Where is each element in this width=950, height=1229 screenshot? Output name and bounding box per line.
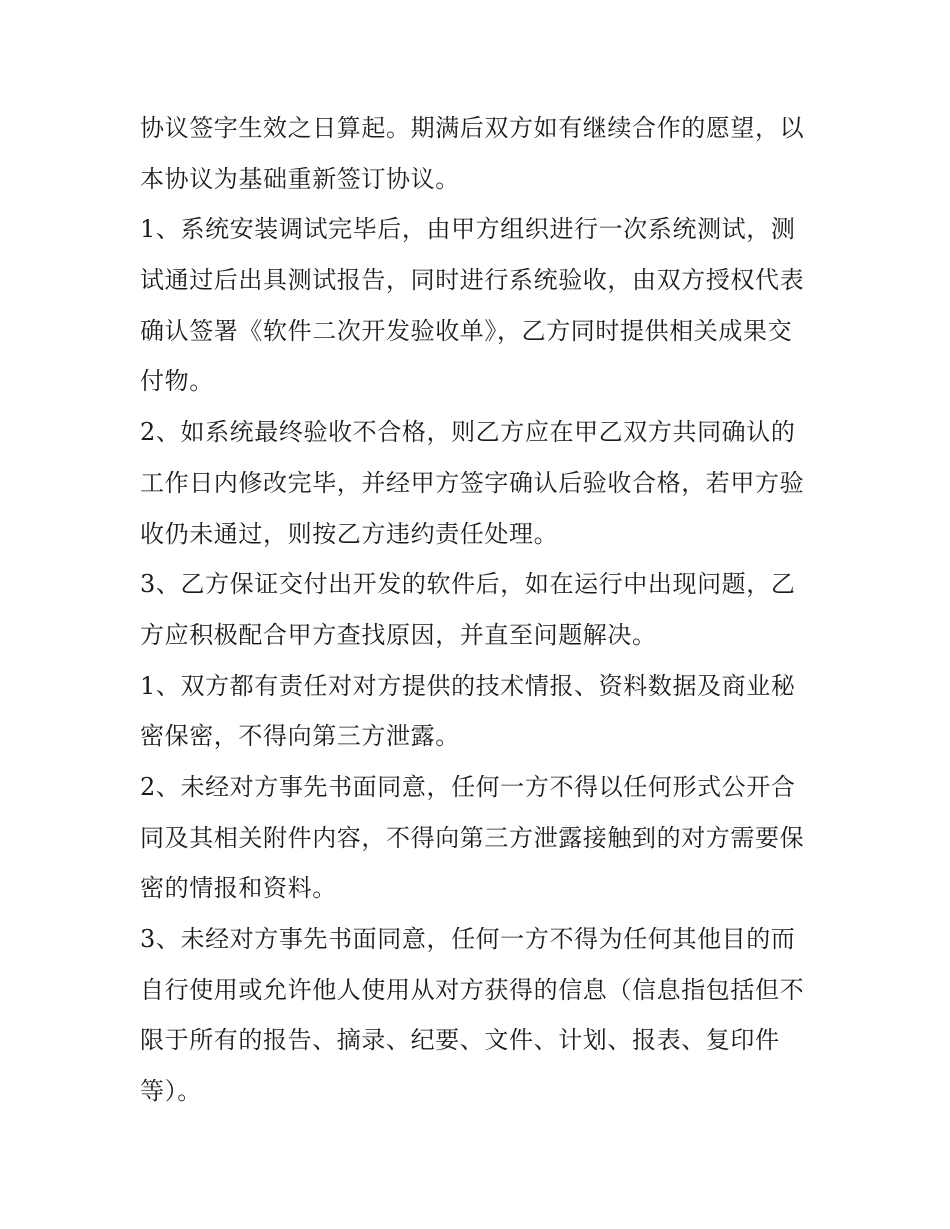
text-line: 收仍未通过，则按乙方违约责任处理。 (140, 519, 559, 548)
text-line: 本协议为基础重新签订协议。 (140, 164, 460, 193)
text-line: 1、双方都有责任对对方提供的技术情报、资料数据及商业秘 (140, 671, 796, 700)
text-line: 工作日内修改完毕，并经甲方签字确认后验收合格，若甲方验 (140, 468, 805, 497)
text-line: 3、乙方保证交付出开发的软件后，如在运行中出现问题，乙 (140, 570, 796, 599)
text-line: 3、未经对方事先书面同意，任何一方不得为任何其他目的而 (140, 925, 796, 953)
text-line: 试通过后出具测试报告，同时进行系统验收，由双方授权代表 (140, 266, 805, 295)
text-line: 密保密，不得向第三方泄露。 (140, 722, 460, 751)
text-line: 密的情报和资料。 (140, 874, 337, 903)
paragraph-confidentiality-3 (140, 914, 820, 1117)
paragraph-acceptance-3 (140, 559, 820, 660)
paragraph-acceptance-2 (140, 407, 820, 559)
text-line: 协议签字生效之日算起。期满后双方如有继续合作的愿望，以 (140, 114, 805, 142)
text-line: 2、未经对方事先书面同意，任何一方不得以任何形式公开合 (140, 772, 796, 801)
text-line: 同及其相关附件内容，不得向第三方泄露接触到的对方需要保 (140, 823, 805, 852)
text-line: 等）。 (140, 1077, 202, 1106)
paragraph-agreement-term (140, 103, 820, 204)
paragraph-acceptance-1 (140, 204, 820, 407)
paragraph-confidentiality-2 (140, 762, 820, 914)
text-line: 付物。 (140, 367, 214, 396)
text-line: 限于所有的报告、摘录、纪要、文件、计划、报表、复印件 (140, 1026, 780, 1055)
text-line: 方应积极配合甲方查找原因，并直至问题解决。 (140, 620, 657, 649)
paragraph-confidentiality-1 (140, 661, 820, 762)
text-line: 确认签署《软件二次开发验收单》，乙方同时提供相关成果交 (140, 316, 793, 345)
text-line: 2、如系统最终验收不合格，则乙方应在甲乙双方共同确认的 (140, 418, 796, 447)
text-line: 自行使用或允许他人使用从对方获得的信息（信息指包括但不 (140, 975, 805, 1004)
text-line: 1、系统安装调试完毕后，由甲方组织进行一次系统测试，测 (140, 215, 796, 244)
document-body (140, 103, 820, 1117)
